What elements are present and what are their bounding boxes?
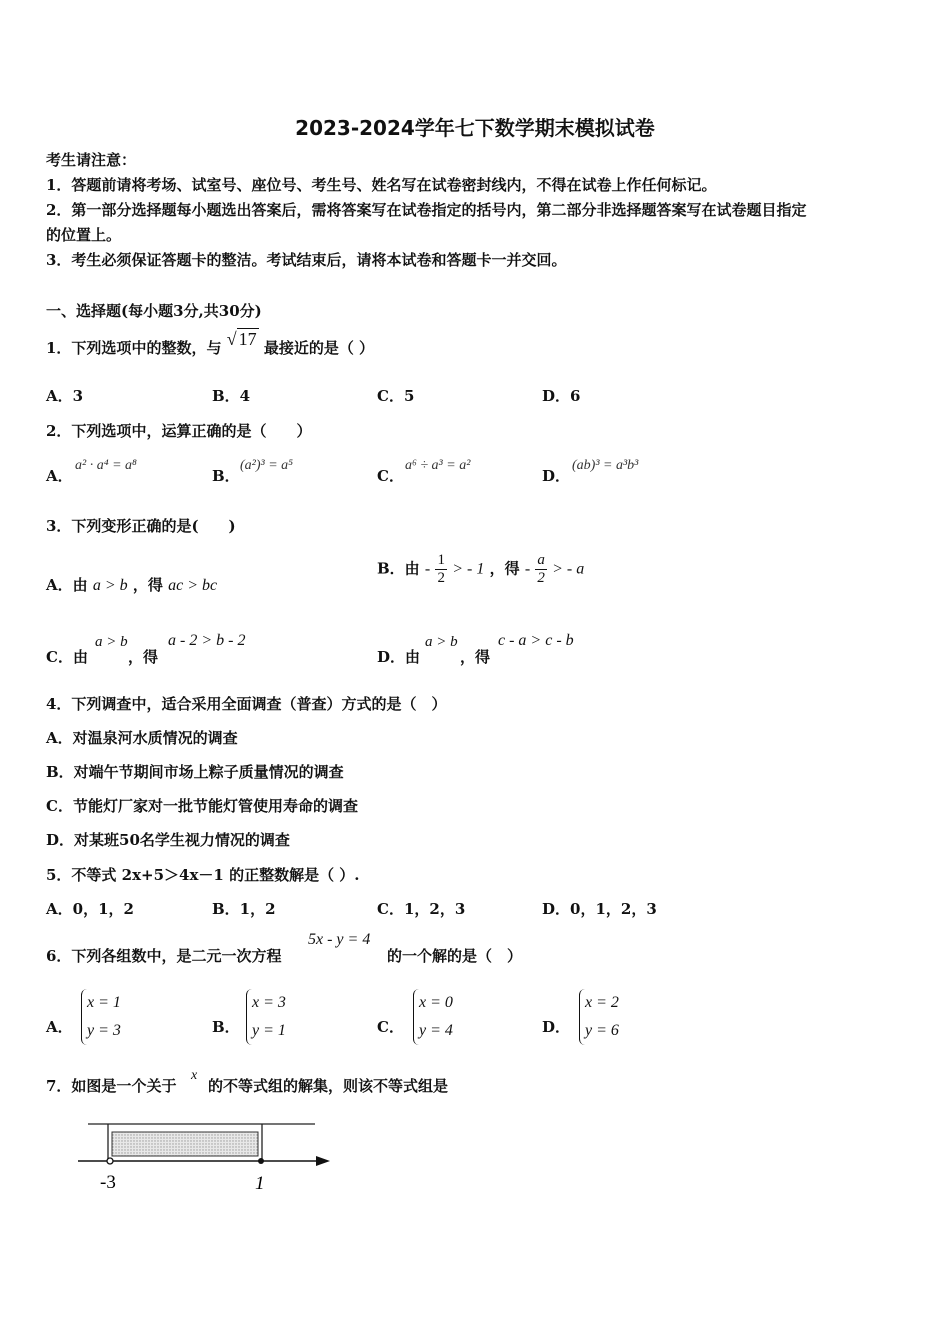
q4-option-b: B．对端午节期间市场上粽子质量情况的调查 [46, 763, 344, 781]
q1-stem-a: 1．下列选项中的整数，与 [46, 339, 222, 357]
q6-d-eq-2: y = 6 [585, 1022, 619, 1039]
q6-stem-b: 的一个解的是（ ） [387, 947, 523, 965]
q1-option-d: D．6 [542, 387, 581, 405]
q3-stem: 3．下列变形正确的是( ) [46, 517, 236, 535]
q2-option-a-label: A． [46, 467, 73, 485]
right-label: 1 [255, 1173, 265, 1194]
q6-option-c-system [413, 989, 453, 1045]
q4-option-d: D．对某班50名学生视力情况的调查 [46, 831, 290, 849]
q3-option-c-label: C．由 [46, 648, 88, 666]
q6-option-b-label: B． [212, 1018, 240, 1036]
q3-b-minus-1: - [424, 560, 431, 578]
q1-stem-b: 最接近的是（ ） [263, 339, 375, 357]
q3-a-label: A．由 [46, 576, 88, 594]
q3-d-mid: ，得 [460, 648, 491, 666]
q3-c-mid: ，得 [128, 648, 159, 666]
section-heading: 一、选择题(每小题3分,共30分) [46, 302, 262, 320]
q4-stem: 4．下列调查中，适合采用全面调查（普查）方式的是（ ） [46, 695, 447, 713]
q3-a-cond: a > b [92, 577, 128, 594]
q3-b-label: B．由 [377, 559, 420, 578]
q6-a-eq-2: y = 3 [87, 1022, 121, 1039]
q1-stem [46, 329, 375, 358]
page-title: 2023-2024学年七下数学期末模拟试卷 [295, 116, 655, 140]
q1-option-c: C．5 [377, 387, 415, 405]
q3-b-fraction-2-den: 2 [537, 570, 545, 586]
q2-option-d-expr: (ab)³ = a³b³ [572, 458, 639, 473]
q4-option-a: A．对温泉河水质情况的调查 [46, 729, 238, 747]
notice-item-3: 3．考生必须保证答题卡的整洁。考试结束后，请将本试卷和答题卡一并交回。 [46, 251, 567, 269]
q2-option-b-label: B． [212, 467, 240, 485]
q5-stem: 5．不等式 2x+5＞4x－1 的正整数解是（ ）. [46, 866, 360, 884]
q3-d-result: c - a > c - b [498, 632, 574, 649]
q3-b-fraction-1 [435, 552, 447, 587]
q6-option-a-label: A． [46, 1018, 73, 1036]
q3-option-a [46, 574, 217, 595]
q2-option-c-expr: a⁶ ÷ a³ = a² [405, 458, 471, 473]
q7-stem-a: 7．如图是一个关于 [46, 1077, 177, 1095]
q2-option-c-label: C． [377, 467, 404, 485]
q3-a-result: ac > bc [168, 577, 218, 594]
q6-d-eq-1: x = 2 [585, 994, 619, 1011]
number-line-figure [40, 1110, 340, 1200]
notice-item-2: 2．第一部分选择题每小题选出答案后，需将答案写在试卷指定的括号内，第二部分非选择题答案写在试卷题目指定 [46, 201, 807, 219]
q5-option-a: A．0，1，2 [46, 900, 134, 918]
q6-option-d-system [579, 989, 619, 1045]
q1-option-b: B．4 [212, 387, 251, 405]
q6-c-eq-1: x = 0 [419, 994, 453, 1011]
q3-b-mid: ，得 [489, 559, 520, 578]
q3-b-result-tail: > - a [552, 560, 585, 578]
q5-option-b: B．1，2 [212, 900, 276, 918]
q2-option-d-label: D． [542, 467, 571, 485]
q5-option-d: D．0，1，2，3 [542, 900, 657, 918]
q3-b-minus-2: - [524, 560, 531, 578]
q1-option-a: A．3 [46, 387, 84, 405]
q3-c-cond: a > b [95, 634, 128, 650]
sqrt-17: √ 17 [226, 329, 257, 349]
q1-radicand: 17 [238, 329, 257, 349]
q6-a-eq-1: x = 1 [87, 994, 121, 1011]
q7-stem-b: 的不等式组的解集，则该不等式组是 [208, 1077, 449, 1095]
closed-point-right [258, 1158, 264, 1164]
left-label: -3 [100, 1172, 116, 1193]
q6-b-eq-1: x = 3 [252, 994, 286, 1011]
q6-option-c-label: C． [377, 1018, 404, 1036]
q3-option-d-label: D．由 [377, 648, 421, 666]
q4-option-c: C．节能灯厂家对一批节能灯管使用寿命的调查 [46, 797, 358, 815]
q6-option-a-system [81, 989, 121, 1045]
q6-option-d-label: D． [542, 1018, 571, 1036]
q6-c-eq-2: y = 4 [419, 1022, 453, 1039]
q5-option-c: C．1，2，3 [377, 900, 466, 918]
q3-c-result: a - 2 > b - 2 [168, 632, 246, 649]
solution-region [112, 1132, 258, 1156]
notice-item-2-cont: 的位置上。 [46, 226, 122, 244]
q3-b-cond-tail: > - 1 [452, 560, 485, 578]
q6-b-eq-2: y = 1 [252, 1022, 286, 1039]
notice-heading: 考生请注意： [46, 151, 137, 169]
q2-option-a-expr: a² · a⁴ = a⁸ [75, 458, 137, 473]
axis-arrow [316, 1156, 330, 1166]
q7-var: x [191, 1068, 198, 1083]
notice-item-1: 1．答题前请将考场、试室号、座位号、考生号、姓名写在试卷密封线内，不得在试卷上作任何标记。 [46, 176, 717, 194]
q3-b-fraction-1-den: 2 [437, 570, 445, 586]
q3-a-mid: ，得 [132, 576, 163, 594]
q6-option-b-system [246, 989, 286, 1045]
q3-b-fraction-1-num: 1 [437, 552, 445, 568]
q3-b-fraction-2 [535, 552, 547, 587]
q6-equation: 5x - y = 4 [308, 931, 371, 948]
open-point-left [107, 1158, 113, 1164]
q6-stem-a: 6．下列各组数中，是二元一次方程 [46, 947, 282, 965]
q2-stem: 2．下列选项中，运算正确的是（ ） [46, 422, 312, 440]
q2-option-b-expr: (a²)³ = a⁵ [240, 458, 294, 473]
q3-b-fraction-2-num: a [537, 552, 545, 568]
q3-d-cond: a > b [425, 634, 458, 650]
q3-option-b [377, 552, 584, 587]
